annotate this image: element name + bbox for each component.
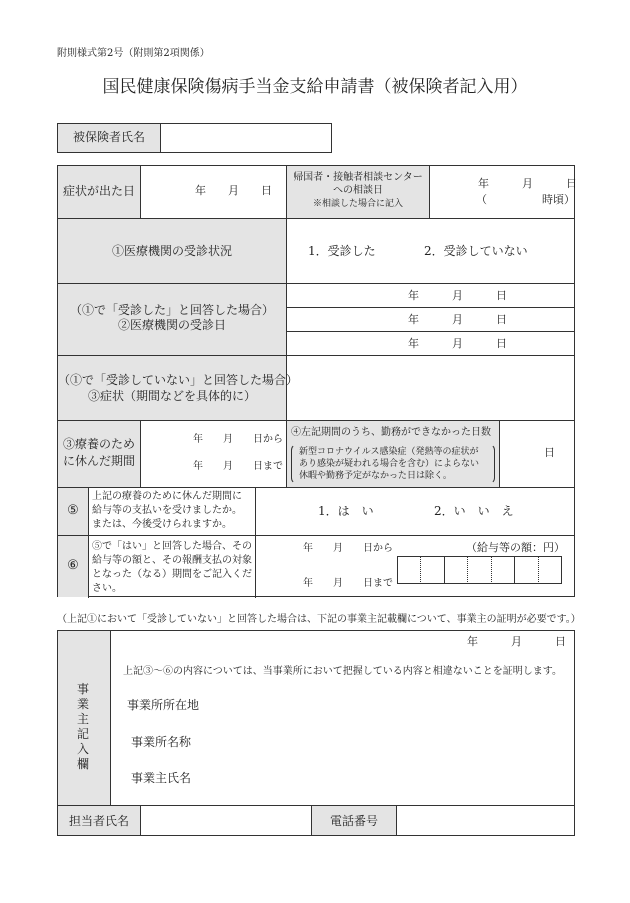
insured-name-label: 被保険者氏名 — [72, 130, 145, 144]
employer-name-label: 事業所名称 — [131, 735, 192, 749]
q4-note-1: 新型コロナウイルス感染症（発熱等の症状が — [299, 447, 479, 457]
rest-period-label-2: に休んだ期間 — [63, 454, 136, 468]
employer-section-label: 事業主記入欄 — [77, 682, 90, 771]
q5-text-1: 上記の療養のために休んだ期間に — [92, 491, 242, 502]
onset-date[interactable]: 年 月 日 — [195, 184, 272, 197]
q4-label: ④左記期間のうち、勤務ができなかった日数 — [291, 427, 491, 438]
form-number: 附則様式第2号（附則第2項関係） — [57, 48, 210, 59]
q6-number: ⑥ — [67, 558, 79, 573]
form-title: 国民健康保険傷病手当金支給申請書（被保険者記入用） — [102, 77, 528, 97]
consult-center-label-2: への相談日 — [333, 185, 383, 196]
rest-period-label-1: ③療養のため — [63, 437, 136, 451]
q3-symptoms-input[interactable] — [288, 357, 573, 418]
staff-name-input[interactable] — [141, 806, 311, 835]
q5-text-3: または、今後受けられますか。 — [92, 519, 232, 530]
q3-label-2: ③症状（期間などを具体的に） — [87, 389, 256, 403]
q5-number: ⑤ — [67, 503, 79, 518]
q2-label-2: ②医療機関の受診日 — [117, 318, 226, 332]
q5-option-yes[interactable]: 1．は い — [318, 504, 374, 518]
consult-center-label-1: 帰国者・接触者相談センター — [293, 172, 423, 183]
onset-label: 症状が出た日 — [62, 184, 135, 198]
rest-period-from[interactable]: 年 月 日から — [193, 434, 283, 445]
q2-date-2[interactable]: 年 月 日 — [408, 313, 507, 326]
phone-input[interactable] — [397, 806, 574, 835]
q3-label-1: （①で「受診していない」と回答した場合） — [58, 373, 299, 387]
q1-label: ①医療機関の受診状況 — [111, 244, 232, 258]
employer-owner-label: 事業主氏名 — [131, 771, 192, 785]
q2-date-3[interactable]: 年 月 日 — [408, 337, 507, 350]
q4-note-3: 休暇や勤務予定がなかった日は除く。 — [299, 471, 452, 481]
q3-label-cell — [58, 356, 299, 420]
consult-date[interactable]: 年 月 日 — [478, 177, 577, 190]
insured-name-input[interactable] — [160, 123, 332, 153]
q6-period-from[interactable]: 年 月 日から — [303, 543, 393, 554]
staff-name-label: 担当者氏名 — [68, 814, 129, 828]
q4-note-2: あり感染が疑われる場合を含む）によらない — [299, 459, 480, 469]
q6-amount-label: （給与等の額：円） — [466, 541, 565, 554]
q1-option-not-visited[interactable]: 2．受診していない — [424, 244, 528, 258]
q6-text-4: さい。 — [92, 583, 122, 594]
employer-date[interactable]: 年 月 日 — [467, 635, 566, 648]
employer-certify-text: 上記③～⑥の内容については、当事業所において把握している内容と相違ないことを証明します。 — [123, 666, 562, 677]
q6-text-1: ⑤で「はい」と回答した場合、その — [92, 541, 252, 552]
q6-period-to[interactable]: 年 月 日まで — [303, 578, 393, 589]
q2-label-1: （①で「受診した」と回答した場合） — [69, 303, 274, 317]
q4-day-unit: 日 — [544, 446, 555, 459]
q1-option-visited[interactable]: 1．受診した — [308, 244, 376, 258]
q6-text-2: 給与等の額と、その報酬支払の対象 — [92, 555, 252, 566]
employer-address-label: 事業所所在地 — [127, 698, 200, 712]
phone-label: 電話番号 — [329, 814, 378, 828]
q6-text-3: となった（なる）期間をご記入くだ — [92, 569, 252, 580]
consult-center-label-3: ※相談した場合に記入 — [312, 199, 403, 209]
consult-time[interactable]: （ 時頃） — [476, 193, 575, 206]
rest-period-to[interactable]: 年 月 日まで — [193, 461, 283, 472]
q2-date-1[interactable]: 年 月 日 — [408, 289, 507, 302]
employer-note: （上記①において「受診していない」と回答した場合は、下記の事業主記載欄について、事業主の証明が必要です。） — [57, 614, 581, 625]
q5-option-no[interactable]: 2．い い え — [434, 504, 514, 518]
q5-text-2: 給与等の支払いを受けましたか。 — [92, 505, 242, 516]
